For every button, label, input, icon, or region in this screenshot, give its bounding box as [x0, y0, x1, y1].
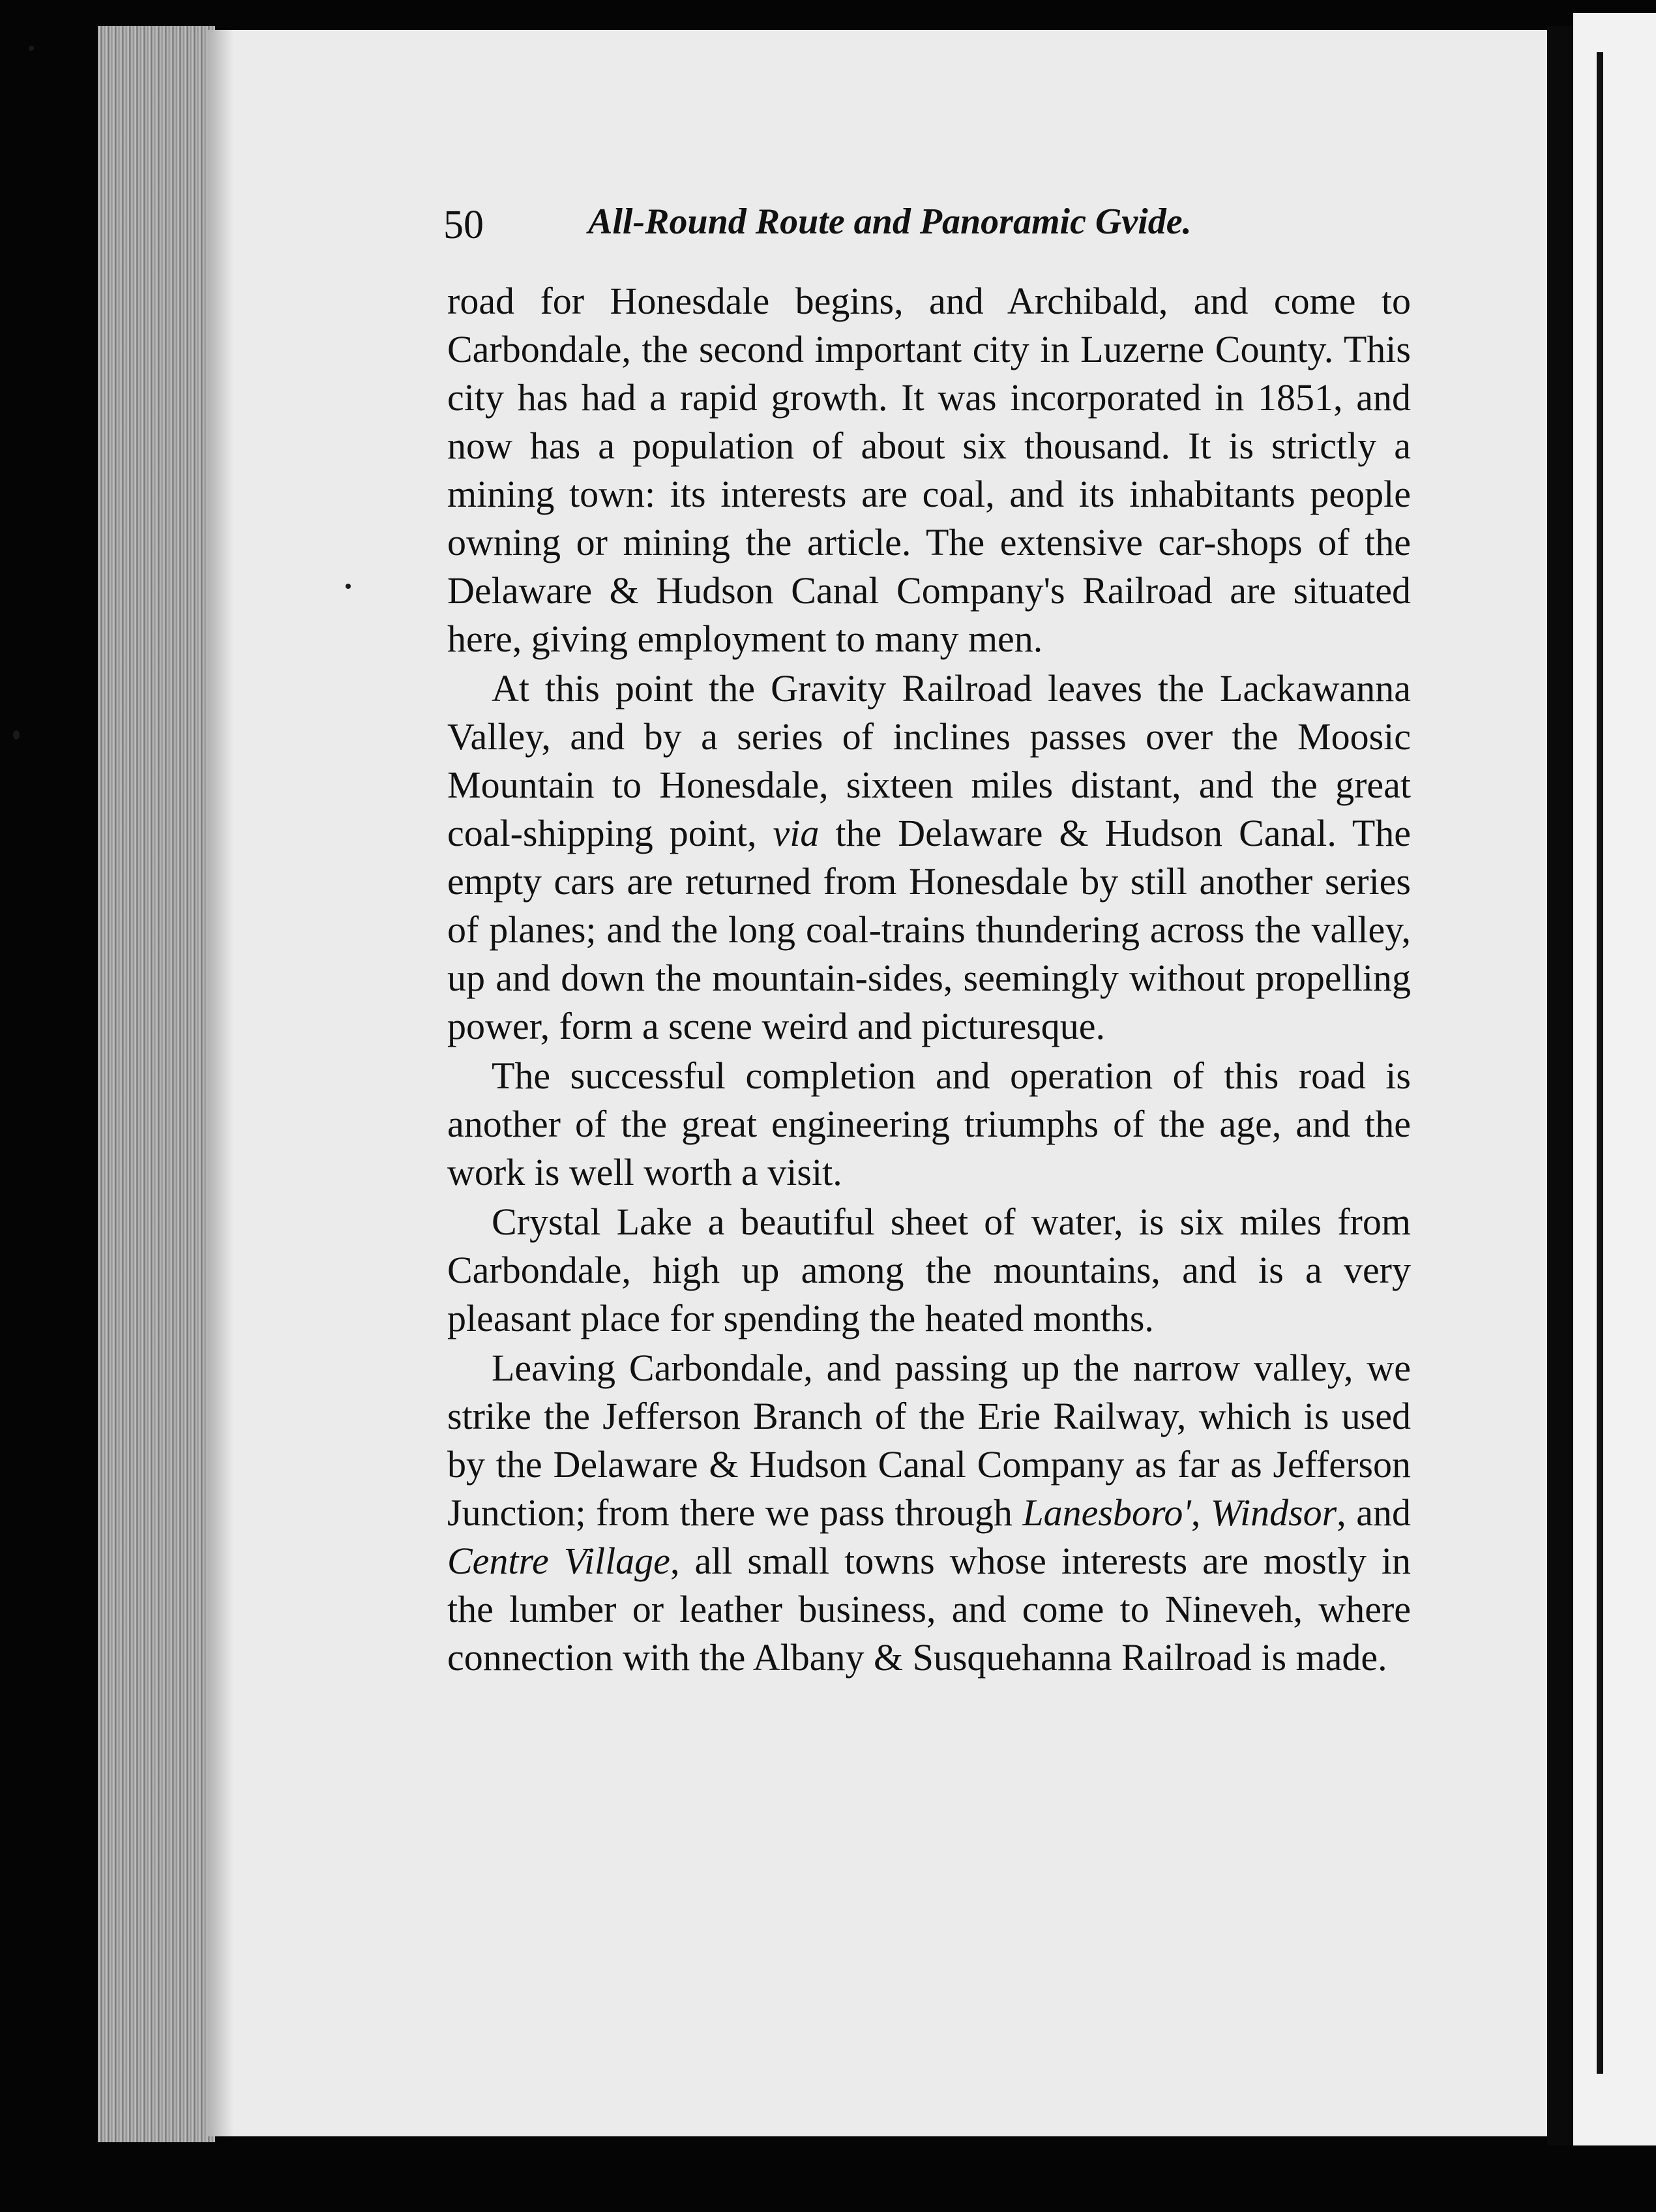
paragraph-text: At this point the Gravity Railroad leaves the Lackawanna Valley, and by a series of inclines passes over the Moosic Mountain to Honesdale, sixteen miles distant, and the great coal-shipping point,	[447, 667, 1411, 854]
spine-shadow	[207, 30, 233, 2136]
paragraph-text: Leaving Carbondale, and passing up the narrow valley, we strike the Jefferson Branch of the Erie Railway, which is used by the Delaware & Hudson Canal Company as far as Jefferson Junction; from there we pass through	[447, 1347, 1411, 1534]
scan-speck	[29, 46, 34, 51]
scan-speck	[13, 730, 20, 740]
paragraph-text: Crystal Lake a beautiful sheet of water, is six miles from Carbondale, high up among the mountains, and is a very pleasant place for spending the heated months.	[447, 1201, 1411, 1339]
paragraph	[447, 277, 1411, 663]
paragraph-text: , all small towns whose interests are mostly in the lumber or leather business, and come to Nineveh, where connection with the Albany & Susquehanna Railroad is made.	[447, 1540, 1412, 1679]
page-number: 50	[443, 203, 484, 247]
italic-text: Lanesboro'	[1022, 1491, 1191, 1534]
italic-text: Windsor	[1210, 1491, 1337, 1534]
body-text	[447, 277, 1411, 1683]
page-header	[443, 196, 1460, 267]
paragraph-text: road for Honesdale begins, and Archibald, and come to Carbondale, the second important city in Luzerne County. This city has had a rapid growth. It was incorporated in 1851, and now has a population of about six thousand. It is strictly a mining town: its interests are coal, and its inhabitants people owning or mining the article. The extensive car-shops of the Delaware & Hudson Canal Company's Railroad are situated here, giving employment to many men.	[447, 280, 1411, 660]
facing-page-border	[1597, 52, 1603, 2074]
paragraph	[447, 1344, 1411, 1682]
running-title: All-Round Route and Panoramic Gvide.	[588, 202, 1192, 242]
italic-text: Centre Village	[447, 1540, 670, 1582]
page-edges	[98, 26, 215, 2142]
paragraph-text: the Delaware & Hudson Canal. The empty cars are returned from Honesdale by still another series of planes; and the long coal-trains thundering across the valley, up and down the mountain-sides, seemingly without propelling power, form a scene weird and picturesque.	[447, 812, 1411, 1047]
paragraph	[447, 665, 1411, 1051]
paragraph-text: ,	[1190, 1491, 1211, 1534]
paragraph	[447, 1052, 1411, 1197]
facing-page-strip	[1573, 13, 1656, 2145]
page-gutter	[1547, 26, 1573, 2145]
italic-text: via	[773, 812, 820, 854]
paragraph-text: The successful completion and operation of this road is another of the great engineering triumphs of the age, and the work is well worth a visit.	[447, 1054, 1411, 1193]
paragraph	[447, 1198, 1411, 1343]
paragraph-text: , and	[1337, 1491, 1412, 1534]
scan-speck	[346, 584, 351, 589]
